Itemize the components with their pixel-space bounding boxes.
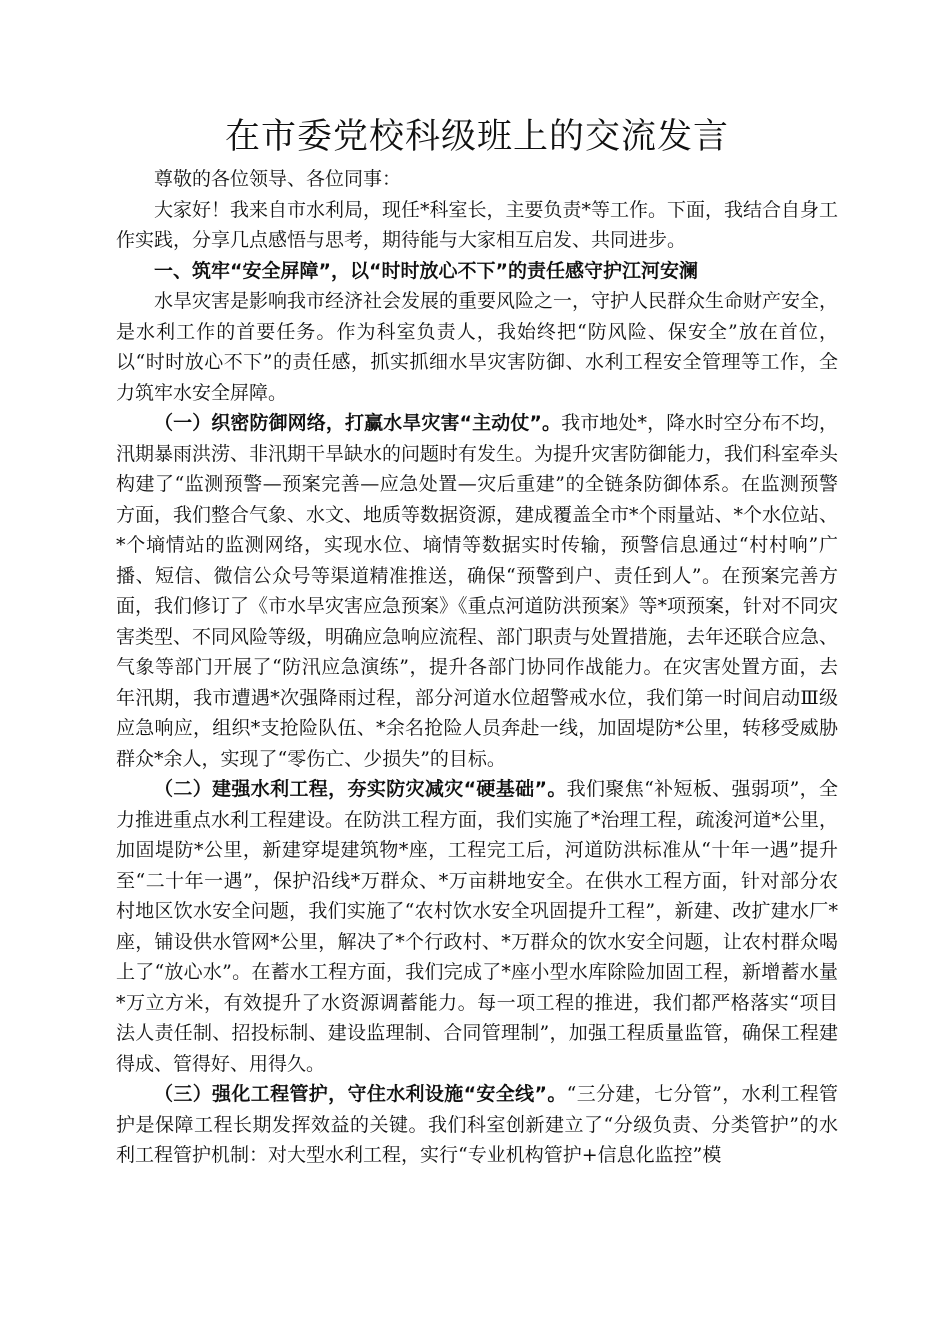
intro-paragraph: 大家好！我来自市水利局，现任*科室长，主要负责*等工作。下面，我结合自身工作实践，分享几点感悟与思考，期待能与大家相互启发、共同进步。 bbox=[116, 198, 839, 251]
subsection-3-paragraph bbox=[116, 1079, 838, 1171]
subsection-2-paragraph bbox=[116, 774, 838, 1079]
subsection-1-lead: （一）织密防御网络，打赢水旱灾害“主动仗”。 bbox=[154, 412, 562, 434]
section-1-heading: 一、筑牢“安全屏障”，以“时时放心不下”的责任感守护江河安澜 bbox=[154, 259, 698, 282]
subsection-3-lead: （三）强化工程管护，守住水利设施“安全线”。 bbox=[154, 1083, 567, 1105]
document-title: 在市委党校科级班上的交流发言 bbox=[224, 117, 729, 157]
document-page bbox=[116, 112, 838, 1171]
subsection-2-lead: （二）建强水利工程，夯实防灾减灾“硬基础”。 bbox=[154, 778, 567, 800]
subsection-1-paragraph bbox=[116, 408, 838, 774]
subsection-3-body: “三分建，七分管”，水利工程管护是保障工程长期发挥效益的关键。我们科室创新建立了“分级负责、分类管护”的水利工程管护机制：对大型水利工程，实行“专业机构管护+信息化监控”模 bbox=[116, 1083, 838, 1166]
salutation: 尊敬的各位领导、各位同事： bbox=[154, 168, 402, 190]
subsection-2-body: 我们聚焦“补短板、强弱项”，全力推进重点水利工程建设。在防洪工程方面，我们实施了*治理工程，疏浚河道*公里，加固堤防*公里，新建穿堤建筑物*座，工程完工后，河道防洪标准从“十年一遇”提升至“二十年一遇”，保护沿线*万群众、*万亩耕地安全。在供水工程方面，针对部分农村地区饮水安全问题，我们实施了“农村饮水安全巩固提升工程”，新建、改扩建水厂*座，铺设供水管网*公里，解决了*个行政村、*万群众的饮水安全问题，让农村群众喝上了“放心水”。在蓄水工程方面，我们完成了*座小型水库除险加固工程，新增蓄水量*万立方米，有效提升了水资源调蓄能力。每一项工程的推进，我们都严格落实“项目法人责任制、招投标制、建设监理制、合同管理制”，加强工程质量监管，确保工程建得成、管得好、用得久。 bbox=[116, 778, 839, 1075]
section-1-body: 水旱灾害是影响我市经济社会发展的重要风险之一，守护人民群众生命财产安全，是水利工作的首要任务。作为科室负责人，我始终把“防风险、保安全”放在首位，以“时时放心不下”的责任感，抓实抓细水旱灾害防御、水利工程安全管理等工作，全力筑牢水安全屏障。 bbox=[116, 290, 839, 404]
subsection-1-body: 我市地处*，降水时空分布不均，汛期暴雨洪涝、非汛期干旱缺水的问题时有发生。为提升灾害防御能力，我们科室牵头构建了“监测预警—预案完善—应急处置—灾后重建”的全链条防御体系。在监测预警方面，我们整合气象、水文、地质等数据资源，建成覆盖全市*个雨量站、*个水位站、*个墒情站的监测网络，实现水位、墒情等数据实时传输，预警信息通过“村村响”广播、短信、微信公众号等渠道精准推送，确保“预警到户、责任到人”。在预案完善方面，我们修订了《市水旱灾害应急预案》《重点河道防洪预案》等*项预案，针对不同灾害类型、不同风险等级，明确应急响应流程、部门职责与处置措施，去年还联合应急、气象等部门开展了“防汛应急演练”，提升各部门协同作战能力。在灾害处置方面，去年汛期，我市遭遇*次强降雨过程，部分河道水位超警戒水位，我们第一时间启动Ⅲ级应急响应，组织*支抢险队伍、*余名抢险人员奔赴一线，加固堤防*公里，转移受威胁群众*余人，实现了“零伤亡、少损失”的目标。 bbox=[116, 412, 839, 770]
